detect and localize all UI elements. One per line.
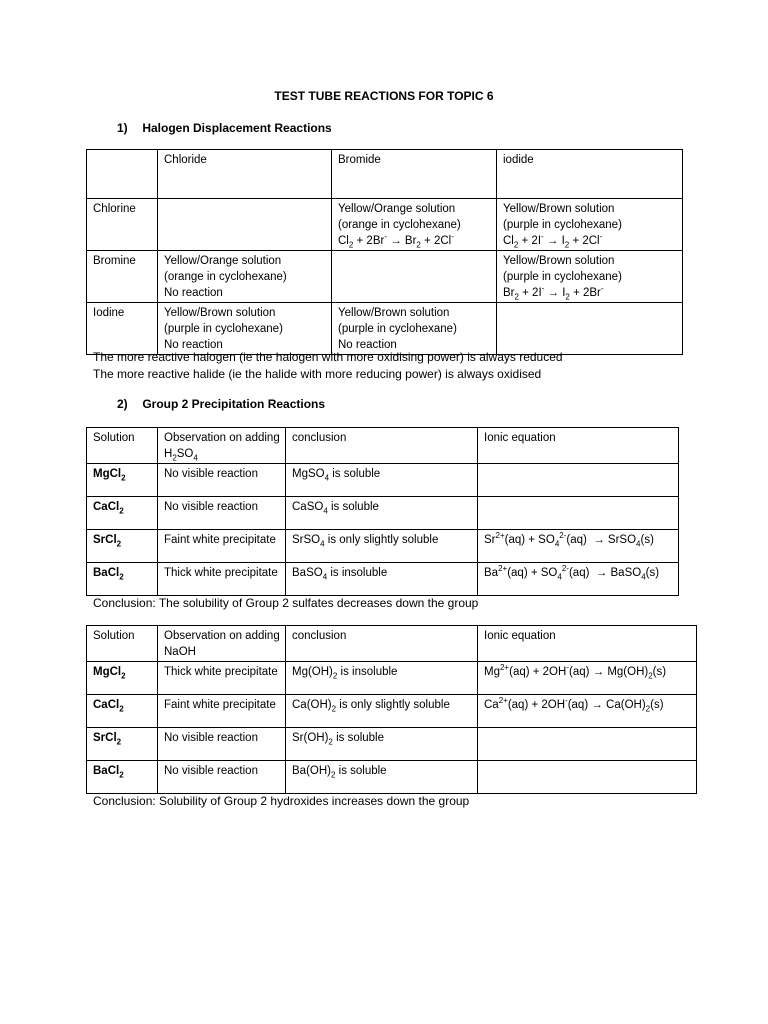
hydroxide-precipitation-table xyxy=(86,625,697,794)
g2-cell-2: MgSO$_4$ is soluble xyxy=(286,464,478,497)
g2-cell-0: CaCl$_2$ xyxy=(87,695,158,728)
halogen-label-cell: Bromine xyxy=(87,251,158,303)
g2-cell-1: Thick white precipitate xyxy=(158,563,286,596)
g2-cell-2: $Ca(OH)_2$ is only slightly soluble xyxy=(286,695,478,728)
cell-line: (orange in cyclohexane) xyxy=(338,219,461,231)
g2-row xyxy=(87,530,679,563)
g2-cell-1: No visible reaction xyxy=(158,497,286,530)
cell-chloride xyxy=(158,199,332,251)
cell-line: Yellow/Brown solution xyxy=(503,203,615,215)
g2-cell-2: SrSO$_4$ is only slightly soluble xyxy=(286,530,478,563)
hydroxide-conclusion: Conclusion: Solubility of Group 2 hydroxides increases down the group xyxy=(93,794,470,808)
g2-cell-1: Faint white precipitate xyxy=(158,695,286,728)
cell-equation: $Cl_2 + 2I^- \to I_2 + 2Cl^-$ xyxy=(503,232,603,250)
cell-iodide xyxy=(497,199,683,251)
g2-cell-3 xyxy=(478,497,679,530)
cell-line: (purple in cyclohexane) xyxy=(338,323,457,335)
g2-row xyxy=(87,563,679,596)
g2-cell-0: SrCl$_2$ xyxy=(87,728,158,761)
g2-row xyxy=(87,695,697,728)
g2-row xyxy=(87,728,697,761)
sulfate-precipitation-table xyxy=(86,427,679,596)
cell-line: Yellow/Orange solution xyxy=(164,255,282,267)
cell-bromide xyxy=(332,251,497,303)
g2-cell-0: BaCl$_2$ xyxy=(87,563,158,596)
g2-cell-0: CaCl$_2$ xyxy=(87,497,158,530)
g2-header-row xyxy=(87,626,697,662)
header-cell-chloride: Chloride xyxy=(158,150,332,199)
cell-line: (orange in cyclohexane) xyxy=(164,271,287,283)
g2-row xyxy=(87,662,697,695)
g2-header-cell-0: Solution xyxy=(87,428,158,464)
g2-cell-3: $Mg^{2+}(aq) + 2OH^-(aq) \to Mg(OH)_2(s)$ xyxy=(478,662,697,695)
g2-cell-2: BaSO$_4$ is insoluble xyxy=(286,563,478,596)
halogen-label-cell: Iodine xyxy=(87,303,158,355)
g2-header-cell-3: Ionic equation xyxy=(478,626,697,662)
sulfate-conclusion: Conclusion: The solubility of Group 2 sulfates decreases down the group xyxy=(93,596,479,610)
cell-line: No reaction xyxy=(164,287,223,299)
g2-cell-0: BaCl$_2$ xyxy=(87,761,158,794)
g2-cell-3 xyxy=(478,761,697,794)
g2-header-row xyxy=(87,428,679,464)
cell-chloride xyxy=(158,303,332,355)
header-cell-bromide: Bromide xyxy=(332,150,497,199)
header-cell-empty xyxy=(87,150,158,199)
halogen-row-bromine xyxy=(87,251,683,303)
g2-cell-2: CaSO$_4$ is soluble xyxy=(286,497,478,530)
cell-line: Yellow/Brown solution xyxy=(164,307,276,319)
halogen-row-iodine xyxy=(87,303,683,355)
g2-cell-0: MgCl$_2$ xyxy=(87,662,158,695)
g2-row xyxy=(87,497,679,530)
g2-header-cell-0: Solution xyxy=(87,626,158,662)
document-title: TEST TUBE REACTIONS FOR TOPIC 6 xyxy=(274,89,494,103)
cell-line: Yellow/Brown solution xyxy=(503,255,615,267)
g2-header-cell-1: Observation on adding NaOH xyxy=(158,626,286,662)
g2-cell-2: $Sr(OH)_2$ is soluble xyxy=(286,728,478,761)
cell-equation: $Cl_2 + 2Br^- \to Br_2 + 2Cl^-$ xyxy=(338,232,454,250)
cell-line: (purple in cyclohexane) xyxy=(164,323,283,335)
cell-bromide xyxy=(332,303,497,355)
cell-equation: $Br_2 + 2I^- \to I_2 + 2Br^-$ xyxy=(503,284,604,302)
g2-cell-3 xyxy=(478,728,697,761)
cell-line: (purple in cyclohexane) xyxy=(503,219,622,231)
g2-row xyxy=(87,464,679,497)
section-1-title: Halogen Displacement Reactions xyxy=(142,121,332,135)
g2-cell-1: No visible reaction xyxy=(158,728,286,761)
cell-iodide xyxy=(497,251,683,303)
section-1-number: 1) xyxy=(117,121,128,135)
cell-bromide xyxy=(332,199,497,251)
g2-cell-0: MgCl$_2$ xyxy=(87,464,158,497)
g2-cell-2: $Mg(OH)_2$ is insoluble xyxy=(286,662,478,695)
g2-row xyxy=(87,761,697,794)
g2-header-cell-1: Observation on adding $H_2SO_4$ xyxy=(158,428,286,464)
header-cell-iodide: iodide xyxy=(497,150,683,199)
cell-line: Yellow/Brown solution xyxy=(338,307,450,319)
g2-header-cell-3: Ionic equation xyxy=(478,428,679,464)
halogen-header-row xyxy=(87,150,683,199)
section-1-heading xyxy=(117,120,332,136)
g2-cell-3 xyxy=(478,464,679,497)
cell-iodide xyxy=(497,303,683,355)
cell-line: No reaction xyxy=(164,339,223,351)
halogen-note-oxidised: The more reactive halide (ie the halide with more reducing power) is always oxidised xyxy=(93,367,542,381)
section-2-heading xyxy=(117,396,325,412)
section-2-title: Group 2 Precipitation Reactions xyxy=(142,397,326,411)
g2-cell-2: $Ba(OH)_2$ is soluble xyxy=(286,761,478,794)
g2-header-cell-2: conclusion xyxy=(286,428,478,464)
cell-chloride xyxy=(158,251,332,303)
g2-cell-1: Thick white precipitate xyxy=(158,662,286,695)
g2-cell-1: No visible reaction xyxy=(158,464,286,497)
halogen-note-reduced: The more reactive halogen (ie the halogen with more oxidising power) is always reduced xyxy=(93,350,563,364)
g2-header-cell-2: conclusion xyxy=(286,626,478,662)
cell-line: Yellow/Orange solution xyxy=(338,203,456,215)
halogen-displacement-table xyxy=(86,149,683,355)
section-2-number: 2) xyxy=(117,397,128,411)
g2-cell-3: $Ca^{2+}(aq) + 2OH^-(aq) \to Ca(OH)_2(s)$ xyxy=(478,695,697,728)
g2-cell-3: $Ba^{2+}(aq) + SO_4^{2-}(aq)$ → BaSO$_4$(s) xyxy=(478,563,679,596)
g2-cell-1: No visible reaction xyxy=(158,761,286,794)
g2-cell-1: Faint white precipitate xyxy=(158,530,286,563)
g2-cell-0: SrCl$_2$ xyxy=(87,530,158,563)
halogen-row-chlorine xyxy=(87,199,683,251)
cell-line: No reaction xyxy=(338,339,397,351)
halogen-label-cell: Chlorine xyxy=(87,199,158,251)
cell-line: (purple in cyclohexane) xyxy=(503,271,622,283)
g2-cell-3: $Sr^{2+}(aq) + SO_4^{2-}(aq)$ → SrSO$_4$(s) xyxy=(478,530,679,563)
